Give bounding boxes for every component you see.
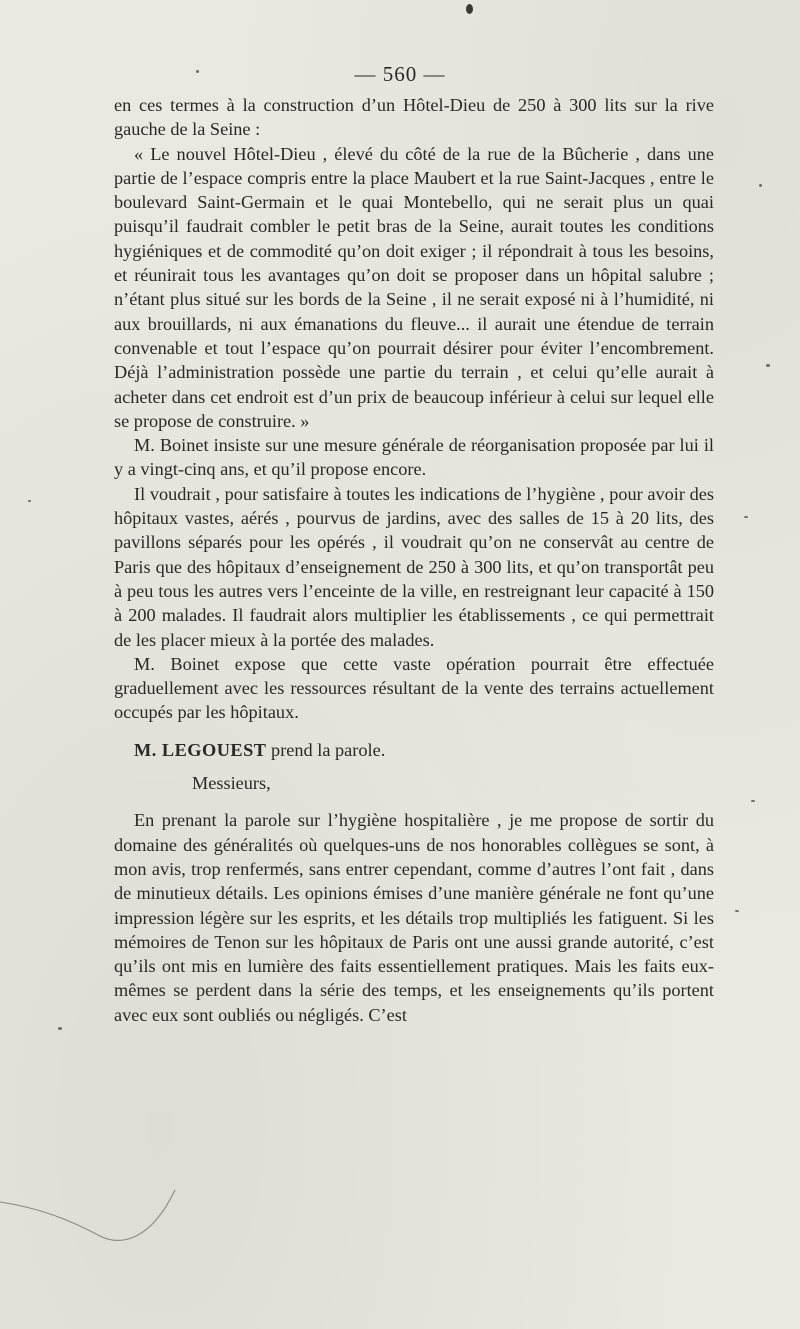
- pencil-stroke-mark: [0, 1150, 220, 1260]
- speaker-action: prend la parole.: [266, 739, 386, 760]
- paragraph: M. Boinet expose que cette vaste opération pourrait être effectuée graduellement avec les ressources résultant de la vente des terrains actuellement occupés par les hôpitaux.: [114, 653, 714, 723]
- paragraph: M. Boinet insiste sur une mesure générale de réorganisation proposée par lui il y a vingt-cinq ans, et qu’il propose encore.: [114, 435, 714, 480]
- ink-speck: [766, 364, 770, 367]
- ink-speck: [28, 500, 31, 502]
- paragraph-continuation: en ces termes à la construction d’un Hôtel-Dieu de 250 à 300 lits sur la rive gauche de la Seine :: [114, 95, 714, 140]
- ink-spot: [466, 4, 473, 14]
- ink-speck: [744, 516, 748, 518]
- ink-speck: [751, 800, 755, 802]
- speaker-line: [114, 738, 714, 762]
- paragraph-quote: « Le nouvel Hôtel-Dieu , élevé du côté de la rue de la Bûcherie , dans une partie de l’espace compris entre la place Maubert et la rue Saint-Jacques , entre le boulevard Saint-Germain et le quai Montebello, qui ne serait plus un quai puisqu’il faudrait combler le petit bras de la Seine, aurait toutes les conditions hygiéniques et de commodité qu’on doit exiger ; il répondrait à tous les besoins, et réunirait tous les avantages qu’on doit se proposer dans un hôpital salubre ; n’étant plus situé sur les bords de la Seine , il ne serait exposé ni à l’humidité, ni aux brouillards, ni aux émanations du fleuve... il aurait une étendue de terrain convenable et tout l’espace qu’on pourrait désirer pour éviter l’encombrement. Déjà l’administration possède une partie du terrain , et celui qu’elle aurait à acheter dans cet endroit est d’un prix de beaucoup inférieur à celui sur lequel elle se propose de construire. »: [114, 143, 714, 431]
- salutation: Messieurs,: [192, 773, 271, 794]
- body-text: [114, 93, 714, 1027]
- speech-paragraph: En prenant la parole sur l’hygiène hospitalière , je me propose de sortir du domaine des généralités où quelques-uns de nos honorables collègues se sont, à mon avis, trop renfermés, sans entrer cependant, comme d’autres l’ont fait , dans de minutieux détails. Les opinions émises d’une manière générale ne font qu’une impression légère sur les esprits, et les détails trop multipliés les fatiguent. Si les mémoires de Tenon sur les hôpitaux de Paris ont une aussi grande autorité, c’est qu’ils ont mis en lumière des faits essentiellement pratiques. Mais les faits eux-mêmes se perdent dans la série des temps, et les enseignements qu’ils portent avec eux sont oubliés ou négligés. C’est: [114, 810, 714, 1025]
- ink-speck: [759, 184, 762, 187]
- paragraph: Il voudrait , pour satisfaire à toutes les indications de l’hygiène , pour avoir des hôpitaux vastes, aérés , pourvus de jardins, avec des salles de 15 à 20 lits, des pavillons séparés pour les opérés , il voudrait qu’on ne conservât au centre de Paris que des hôpitaux d’enseignement de 250 à 300 lits, et qu’on transportât peu à peu tous les autres vers l’enceinte de la ville, en restreignant leur capacité à 150 à 200 malades. Il faudrait alors multiplier les établissements , ce qui permettrait de les placer mieux à la portée des malades.: [114, 483, 714, 650]
- speaker-name: M. LEGOUEST: [134, 739, 267, 760]
- ink-speck: [735, 910, 739, 912]
- page-number: — 560 —: [354, 62, 446, 86]
- ink-speck: [58, 1027, 62, 1030]
